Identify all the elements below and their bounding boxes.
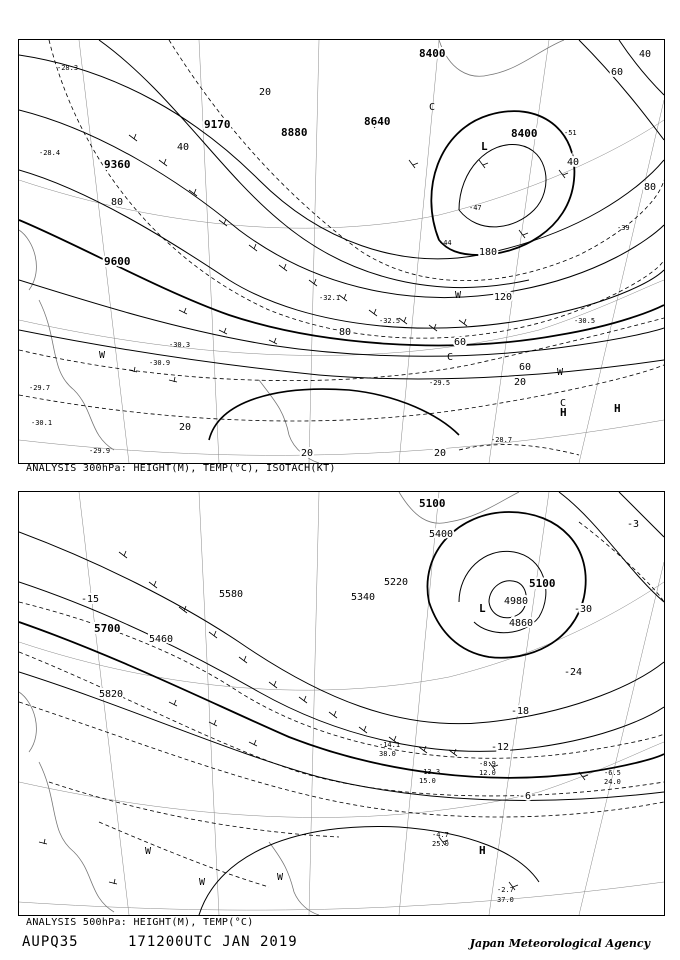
cold-center-marker: C [429, 102, 436, 113]
agency-name: Japan Meteorological Agency [469, 937, 650, 950]
height-label: 8640 [364, 115, 391, 128]
height-label: 5340 [351, 592, 376, 603]
isotherm-label: -3 [627, 519, 640, 530]
isotach-label: 40 [639, 49, 652, 60]
isotach-label: 20 [301, 448, 314, 459]
height-contours [19, 492, 664, 915]
temp-label: -30.9 [149, 359, 171, 367]
map-500hpa-chart [19, 492, 664, 915]
high-center-marker: H [479, 844, 486, 857]
height-label: 5460 [149, 634, 174, 645]
temp-label: -30.5 [574, 317, 596, 325]
chart-identifier: AUPQ35 [22, 934, 79, 950]
map-300hpa-chart [19, 40, 664, 463]
caption-500hpa: ANALYSIS 500hPa: HEIGHT(M), TEMP(°C) [26, 917, 254, 928]
isotach-label: 80 [339, 327, 352, 338]
isotach-label: 20 [434, 448, 447, 459]
station-dewpoint: 25.0 [432, 840, 449, 848]
temp-label: -47 [469, 204, 482, 212]
height-label: 8400 [511, 127, 538, 140]
isotherm-label: -6 [519, 791, 532, 802]
height-label: 4980 [504, 596, 529, 607]
temp-label: -29.7 [29, 384, 51, 392]
isotach-label: 20 [179, 422, 192, 433]
height-label: 5100 [419, 497, 446, 510]
temp-label: -30.3 [169, 341, 191, 349]
station-temp: -14.1 [379, 741, 401, 749]
isotherm-label: -30 [574, 604, 593, 615]
station-dewpoint: 38.0 [379, 750, 396, 758]
height-contours [19, 40, 664, 440]
temp-label: -29.5 [429, 379, 451, 387]
warm-center-marker: W [99, 350, 106, 361]
height-label: 5100 [529, 577, 556, 590]
station-dewpoint: 15.0 [419, 777, 436, 785]
isotherm-label: -18 [511, 706, 530, 717]
isotach-label: 60 [519, 362, 532, 373]
station-temp: -2.7 [497, 886, 514, 894]
height-label: 5820 [99, 689, 124, 700]
height-label: 9360 [104, 158, 131, 171]
height-labels [94, 497, 556, 700]
height-label: 5700 [94, 622, 121, 635]
coastlines [19, 492, 519, 915]
warm-center-marker: W [277, 872, 284, 883]
height-label: 5400 [429, 529, 454, 540]
isotach-label: 180 [479, 247, 498, 258]
temp-label: -39 [617, 224, 630, 232]
station-temp: -8.9 [479, 760, 496, 768]
warm-center-marker: W [199, 877, 206, 888]
isotach-label: 60 [611, 67, 624, 78]
station-temp: -13.3 [419, 768, 441, 776]
isotach-label: 80 [111, 197, 124, 208]
temp-label: -44 [439, 239, 452, 247]
temp-label: -29.9 [89, 447, 111, 455]
isotach-label: 60 [454, 337, 467, 348]
temp-label: -30.1 [31, 419, 53, 427]
warm-center-marker: W [145, 846, 152, 857]
high-center-marker: H [614, 402, 621, 415]
high-center-marker: H [560, 406, 567, 419]
isotach-label: 20 [259, 87, 272, 98]
temp-label: -32.1 [319, 294, 341, 302]
isotach-labels [111, 49, 656, 459]
height-label: 5220 [384, 577, 409, 588]
temp-label: -32.5 [379, 317, 401, 325]
map-500hpa-panel [18, 491, 665, 916]
map-300hpa-panel [18, 39, 665, 464]
station-dewpoint: 12.0 [479, 769, 496, 777]
valid-time: 171200UTC JAN 2019 [128, 934, 298, 950]
height-label: 8400 [419, 47, 446, 60]
temp-label: -28.4 [39, 149, 61, 157]
isotherm-label: -24 [564, 667, 583, 678]
temp-label: -51 [564, 129, 577, 137]
height-labels [104, 47, 538, 268]
low-center-marker: L [481, 140, 488, 153]
height-label: 4860 [509, 618, 534, 629]
station-temp: -6.5 [604, 769, 621, 777]
cold-center-marker: C [560, 398, 567, 409]
cold-center-marker: C [447, 352, 454, 363]
isotach-label: 80 [644, 182, 657, 193]
isotach-label: 120 [494, 292, 513, 303]
graticule [19, 40, 664, 463]
station-dewpoint: 37.0 [497, 896, 514, 904]
low-center-marker: L [479, 602, 486, 615]
isotach-label: 40 [567, 157, 580, 168]
height-label: 9170 [204, 118, 231, 131]
warm-center-marker: W [557, 367, 564, 378]
graticule [19, 492, 664, 915]
isotherm-label: -15 [81, 594, 100, 605]
isotach-label: 20 [514, 377, 527, 388]
height-label: 5580 [219, 589, 244, 600]
height-label: 9600 [104, 255, 131, 268]
station-dewpoint: 24.0 [604, 778, 621, 786]
station-temp: -4.7 [432, 831, 449, 839]
station-data [379, 741, 621, 904]
isotherm-label: -12 [491, 742, 510, 753]
isotachs [19, 40, 664, 455]
height-label: 8880 [281, 126, 308, 139]
isotherms [19, 522, 664, 887]
temp-label: -28.3 [57, 64, 79, 72]
isotach-label: 40 [177, 142, 190, 153]
temp-label: -28.7 [491, 436, 513, 444]
caption-300hpa: ANALYSIS 300hPa: HEIGHT(M), TEMP(°C), ISOTACH(KT) [26, 463, 336, 474]
warm-center-marker: W [455, 290, 462, 301]
